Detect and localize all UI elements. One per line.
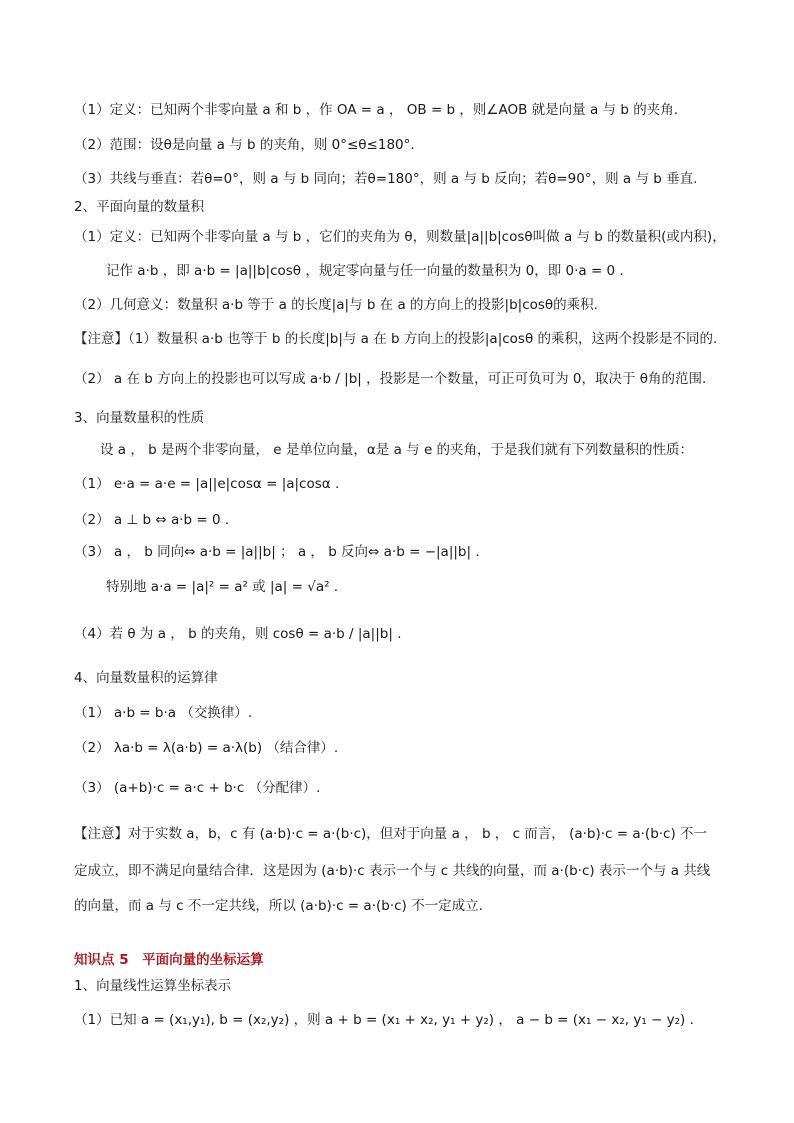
text-line-22: 定成立，即不满足向量结合律．这是因为 (a·b)·c 表示一个与 c 共线的向量，而 a·(b·c) 表示一个与 a 共线 (74, 863, 711, 879)
text-line-7: （2）几何意义：数量积 a·b 等于 a 的长度|a|与 b 在 a 的方向上的投影|b|cosθ的乘积. (74, 297, 598, 313)
text-line-14: （3） a ， b 同向⇔ a·b = |a||b| ； a ， b 反向⇔ a·b = −|a||b| . (74, 544, 480, 560)
text-line-17: 4、向量数量积的运算律 (74, 670, 218, 686)
text-line-26: （1）已知 a = (x₁,y₁), b = (x₂,y₂) ，则 a + b = (x₁ + x₂, y₁ + y₂) ， a − b = (x₁ − x₂, y₁ − y₂) . (74, 1012, 694, 1028)
text-line-16: （4）若 θ 为 a ， b 的夹角，则 cosθ = a·b / |a||b| . (74, 626, 402, 642)
text-line-20: （3） (a+b)·c = a·c + b·c （分配律）. (74, 780, 321, 796)
text-line-1: （1）定义：已知两个非零向量 a 和 b ，作 OA = a ， OB = b ，则∠AOB 就是向量 a 与 b 的夹角. (74, 102, 678, 118)
text-line-8: 【注意】（1）数量积 a·b 也等于 b 的长度|b|与 a 在 b 方向上的投影|a|cosθ 的乘积，这两个投影是不同的. (74, 331, 718, 347)
text-line-18: （1） a·b = b·a （交换律）. (74, 705, 253, 721)
text-line-21: 【注意】对于实数 a，b，c 有 (a·b)·c = a·(b·c)，但对于向量 a ， b ， c 而言， (a·b)·c = a·(b·c) 不一 (74, 826, 708, 842)
text-line-13: （2） a ⊥ b ⇔ a·b = 0 . (74, 512, 230, 528)
text-line-4: 2、平面向量的数量积 (74, 199, 205, 215)
text-line-3: （3）共线与垂直：若θ=0°，则 a 与 b 同向；若θ=180°，则 a 与 b 反向；若θ=90°，则 a 与 b 垂直. (74, 171, 698, 187)
text-line-11: 设 a ， b 是两个非零向量， e 是单位向量，α是 a 与 e 的夹角，于是我们就有下列数量积的性质： (100, 442, 694, 458)
text-line-6: 记作 a·b ，即 a·b = |a||b|cosθ ，规定零向量与任一向量的数量积为 0，即 0·a = 0 . (106, 263, 624, 279)
text-line-24: 知识点 5 平面向量的坐标运算 (74, 952, 264, 968)
text-line-25: 1、向量线性运算坐标表示 (74, 978, 232, 994)
text-line-9: （2） a 在 b 方向上的投影也可以写成 a·b / |b| ，投影是一个数量，可正可负可为 0，取决于 θ角的范围. (74, 371, 707, 387)
text-line-12: （1） e·a = a·e = |a||e|cosα = |a|cosα . (74, 476, 340, 492)
text-line-2: （2）范围：设θ是向量 a 与 b 的夹角，则 0°≤θ≤180°. (74, 137, 415, 153)
text-line-23: 的向量，而 a 与 c 不一定共线，所以 (a·b)·c = a·(b·c) 不一定成立. (74, 898, 483, 914)
text-line-10: 3、向量数量积的性质 (74, 410, 205, 426)
text-line-19: （2） λa·b = λ(a·b) = a·λ(b) （结合律）. (74, 740, 339, 756)
text-line-5: （1）定义：已知两个非零向量 a 与 b ，它们的夹角为 θ，则数量|a||b|cosθ叫做 a 与 b 的数量积(或内积)， (74, 229, 726, 245)
text-line-15: 特别地 a·a = |a|² = a² 或 |a| = √a² . (106, 579, 339, 595)
